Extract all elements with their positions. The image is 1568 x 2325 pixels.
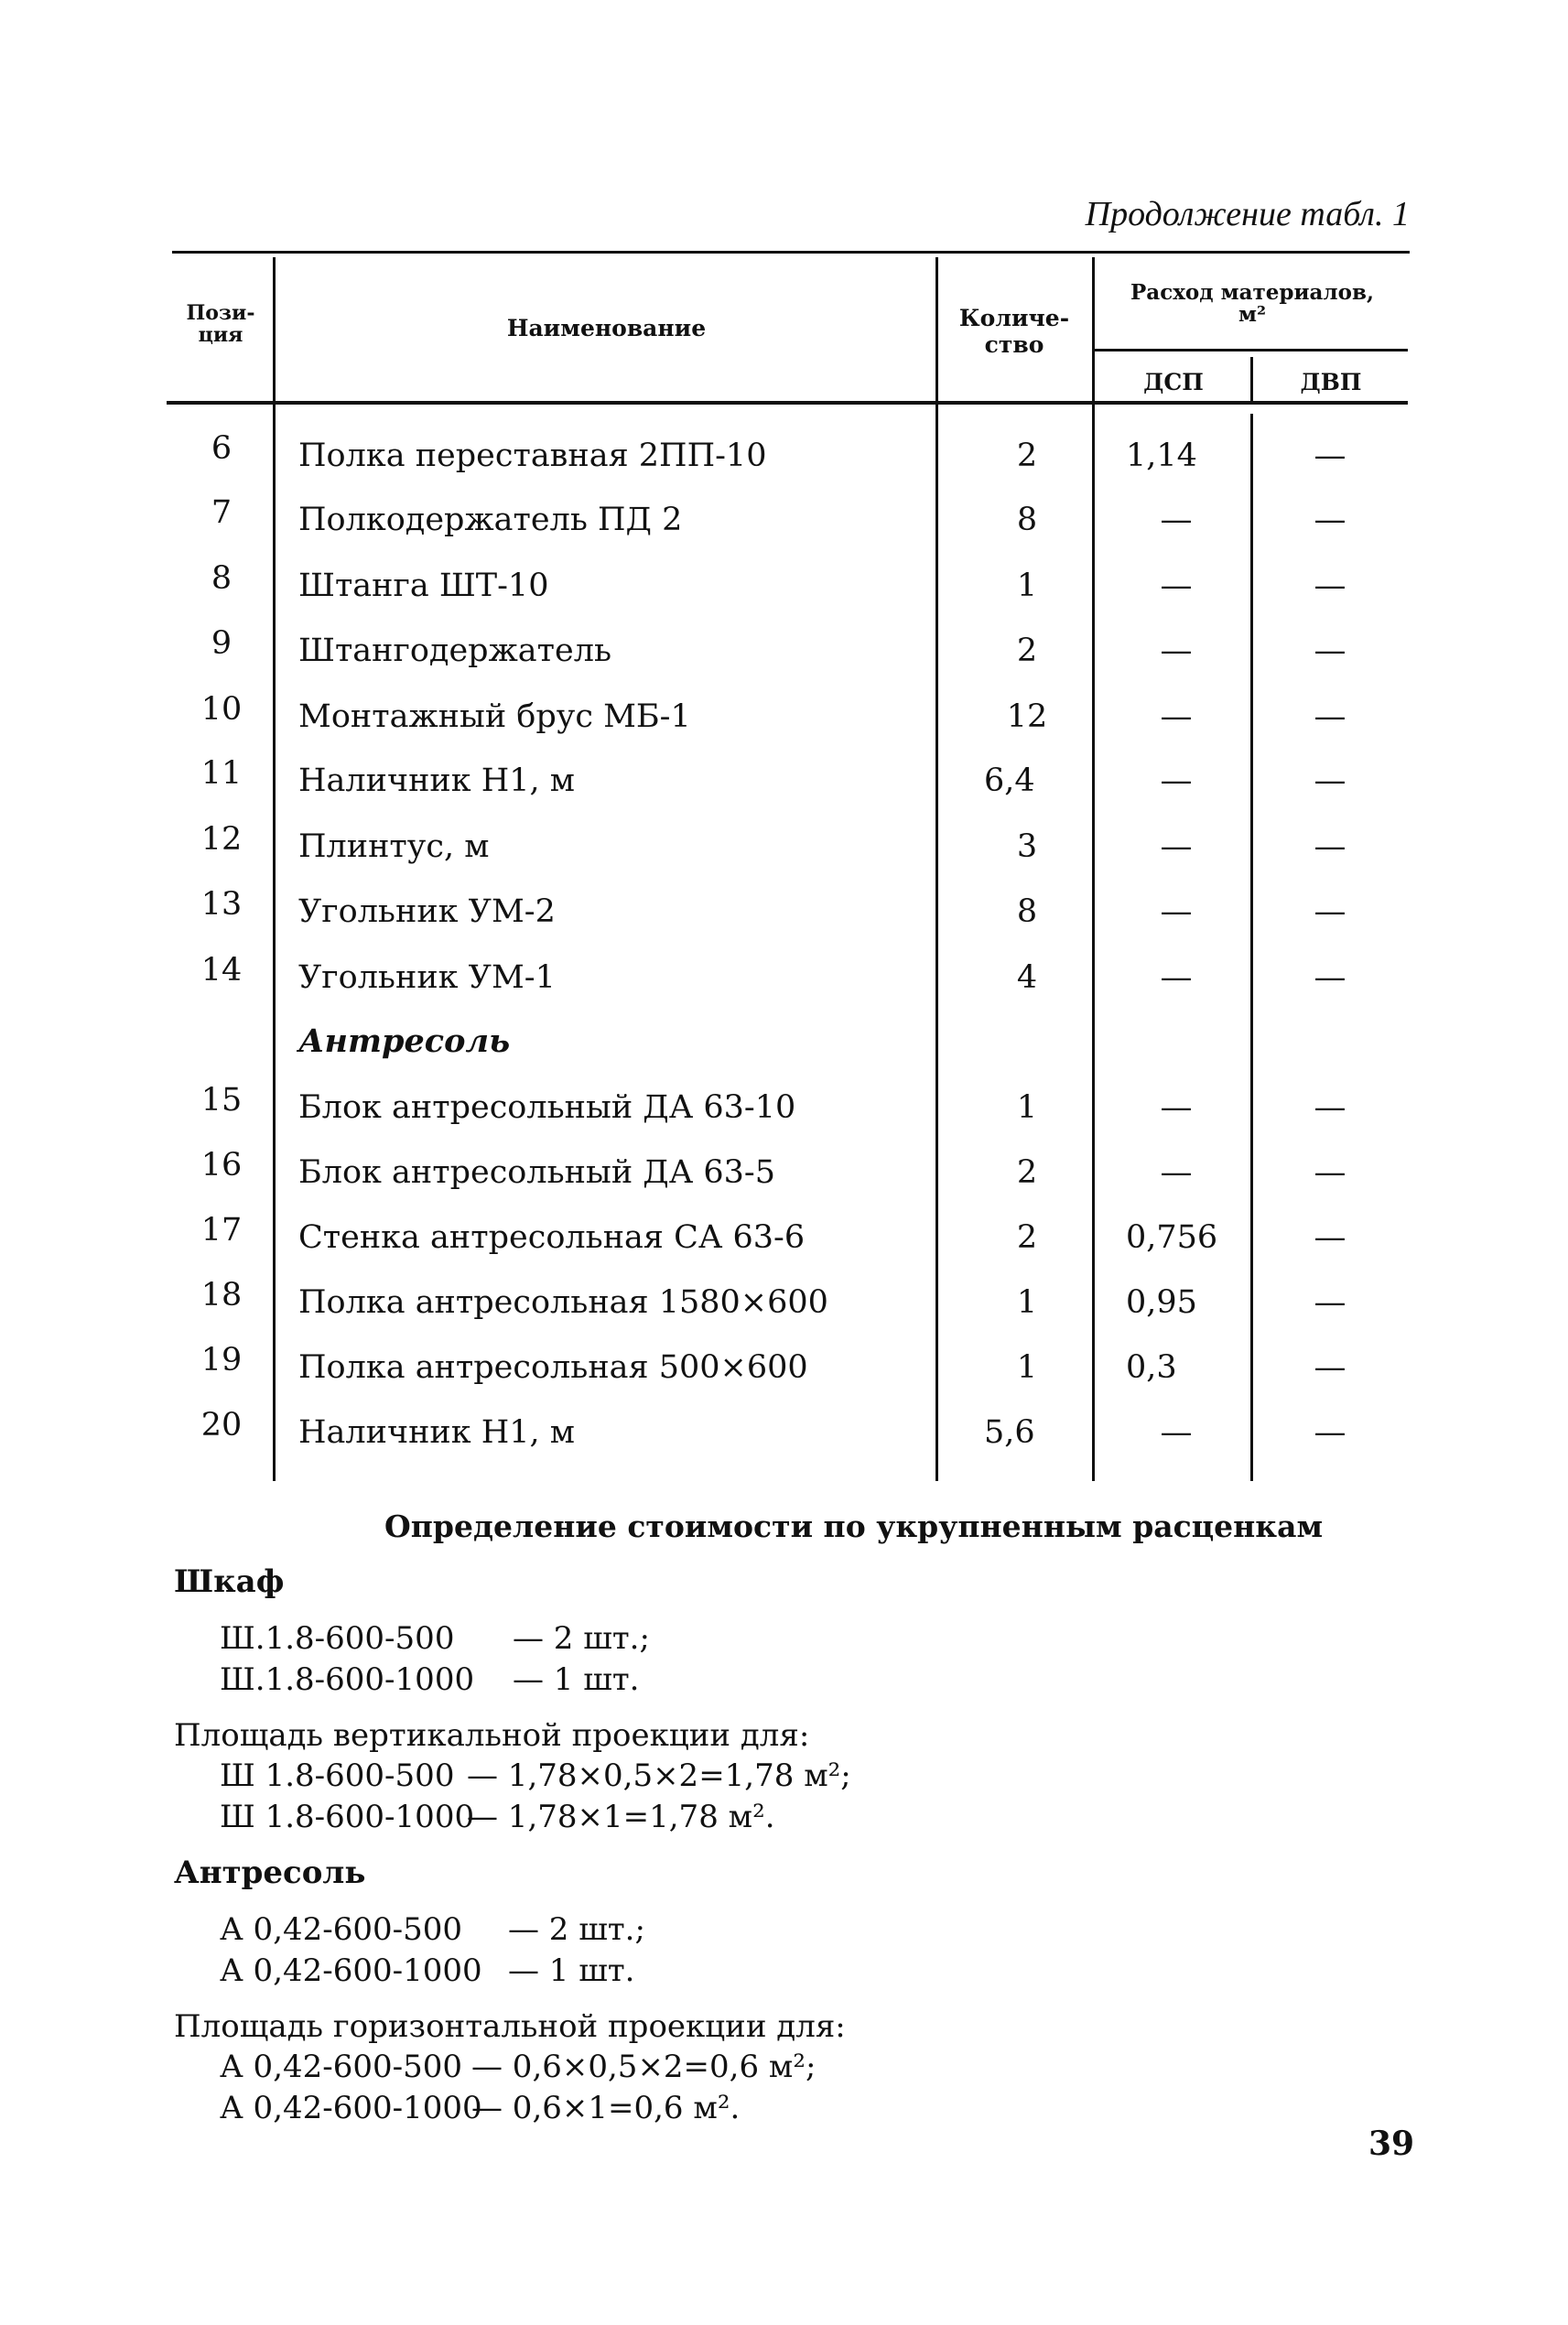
header-bottom-rule — [167, 401, 1408, 405]
vertical-projection-calc: — 1,78×1=1,78 м². — [467, 1799, 775, 1835]
table-row-qty: 1 — [1016, 1089, 1038, 1126]
table-row-qty: 1 — [1016, 1284, 1038, 1321]
table-row-qty: 1 — [1016, 1349, 1038, 1386]
mezzanine-count: — 2 шт.; — [508, 1911, 645, 1948]
table-row-dsp: — — [1160, 698, 1193, 735]
table-row-dvp: — — [1314, 828, 1346, 865]
table-row-dvp: — — [1314, 502, 1346, 538]
horizontal-projection-code: А 0,42-600-500 — [220, 2049, 463, 2085]
table-row-pos: 19 — [200, 1342, 243, 1379]
wardrobe-code: Ш.1.8-600-1000 — [220, 1661, 475, 1698]
table-row-dsp: 0,95 — [1126, 1284, 1197, 1321]
table-row-qty: 6,4 — [984, 762, 1035, 799]
table-row-pos: 8 — [211, 560, 232, 597]
table-row-pos: 20 — [200, 1407, 243, 1444]
table-row-name: Угольник УМ-1 — [298, 959, 556, 996]
table-row-dsp: — — [1160, 502, 1193, 538]
wardrobe-count: — 2 шт.; — [513, 1620, 650, 1657]
table-row-name: Полка антресольная 500×600 — [298, 1349, 808, 1386]
header-name: Наименование — [506, 315, 707, 341]
table-row-qty: 8 — [1016, 893, 1038, 930]
table-row-dvp: — — [1314, 1219, 1346, 1256]
table-row-dvp: — — [1314, 698, 1346, 735]
table-row-dsp: — — [1160, 1089, 1193, 1126]
header-dsp: ДСП — [1143, 369, 1204, 395]
table-row-dsp: — — [1160, 1414, 1193, 1451]
table-row-dvp: — — [1314, 633, 1346, 669]
table-row-qty: 12 — [1006, 698, 1048, 735]
table-row-pos: 9 — [211, 625, 232, 662]
table-row-pos: 6 — [211, 430, 232, 467]
vertical-projection-heading: Площадь вертикальной проекции для: — [174, 1717, 810, 1754]
table-row-pos: 12 — [200, 821, 243, 858]
page-number: 39 — [1368, 2125, 1415, 2163]
mezzanine-count: — 1 шт. — [508, 1952, 635, 1989]
cost-title: Определение стоимости по укрупненным расценкам — [384, 1509, 1324, 1544]
table-row-name: Блок антресольный ДА 63-10 — [298, 1089, 796, 1126]
table-row-name: Стенка антресольная СА 63-6 — [298, 1219, 806, 1256]
header-position: Пози- ция — [186, 301, 255, 347]
table-row-qty: 1 — [1016, 568, 1038, 604]
table-row-dvp: — — [1314, 762, 1346, 799]
table-row-name: Монтажный брус МБ-1 — [298, 698, 691, 735]
table-row-name: Наличник Н1, м — [298, 762, 576, 799]
table-row-dvp: — — [1314, 959, 1346, 996]
wardrobe-count: — 1 шт. — [513, 1661, 640, 1698]
table-row-dvp: — — [1314, 438, 1346, 474]
table-row-dvp: — — [1314, 1414, 1346, 1451]
table-row-name: Полка переставная 2ПП-10 — [298, 438, 767, 474]
continuation-label: Продолжение табл. 1 — [1085, 195, 1410, 233]
table-row-qty: 2 — [1016, 1154, 1038, 1191]
vertical-projection-calc: — 1,78×0,5×2=1,78 м²; — [467, 1757, 851, 1794]
table-top-rule — [172, 251, 1410, 254]
column-divider-pos — [273, 257, 276, 1481]
wardrobe-heading: Шкаф — [174, 1563, 285, 1600]
table-row-dsp: — — [1160, 959, 1193, 996]
header-quantity: Количе- ство — [958, 305, 1070, 358]
wardrobe-code: Ш.1.8-600-500 — [220, 1620, 455, 1657]
horizontal-projection-code: А 0,42-600-1000 — [220, 2090, 482, 2126]
table-row-pos: 14 — [200, 952, 243, 989]
table-row-dsp: — — [1160, 893, 1193, 930]
table-row-qty: 5,6 — [984, 1414, 1035, 1451]
mezzanine-code: А 0,42-600-500 — [220, 1911, 463, 1948]
table-row-name: Полкодержатель ПД 2 — [298, 502, 683, 538]
table-row-dvp: — — [1314, 1284, 1346, 1321]
table-row-dvp: — — [1314, 1349, 1346, 1386]
table-row-pos: 16 — [200, 1147, 243, 1184]
vertical-projection-code: Ш 1.8-600-500 — [220, 1757, 455, 1794]
table-row-dvp: — — [1314, 1154, 1346, 1191]
table-row-name: Наличник Н1, м — [298, 1414, 576, 1451]
table-section-heading: Антресоль — [298, 1022, 511, 1060]
table-row-pos: 17 — [200, 1212, 243, 1249]
table-row-dsp: — — [1160, 762, 1193, 799]
mezzanine-code: А 0,42-600-1000 — [220, 1952, 482, 1989]
table-row-dsp: — — [1160, 1154, 1193, 1191]
table-row-name: Угольник УМ-2 — [298, 893, 556, 930]
table-row-dsp: — — [1160, 828, 1193, 865]
table-row-dvp: — — [1314, 893, 1346, 930]
table-row-qty: 3 — [1016, 828, 1038, 865]
table-row-pos: 18 — [200, 1277, 243, 1314]
table-row-name: Плинтус, м — [298, 828, 490, 865]
table-row-pos: 15 — [200, 1082, 243, 1119]
table-row-name: Полка антресольная 1580×600 — [298, 1284, 828, 1321]
table-row-pos: 10 — [200, 691, 243, 728]
column-divider-name — [935, 257, 938, 1481]
table-row-pos: 11 — [200, 755, 243, 792]
vertical-projection-code: Ш 1.8-600-1000 — [220, 1799, 475, 1835]
mezzanine-heading: Антресоль — [174, 1855, 366, 1891]
table-row-name: Штангодержатель — [298, 633, 612, 669]
column-divider-dsp — [1250, 357, 1253, 401]
table-row-dsp: 0,756 — [1126, 1219, 1218, 1256]
table-row-dsp: — — [1160, 568, 1193, 604]
horizontal-projection-calc: — 0,6×1=0,6 м². — [471, 2090, 741, 2126]
horizontal-projection-calc: — 0,6×0,5×2=0,6 м²; — [471, 2049, 816, 2085]
table-row-pos: 13 — [200, 886, 243, 923]
table-row-qty: 4 — [1016, 959, 1038, 996]
header-consumption: Расход материалов, м² — [1130, 280, 1374, 327]
table-row-qty: 8 — [1016, 502, 1038, 538]
table-row-name: Штанга ШТ-10 — [298, 568, 549, 604]
horizontal-projection-heading: Площадь горизонтальной проекции для: — [174, 2008, 846, 2045]
consumption-split-rule — [1095, 349, 1408, 351]
table-row-dsp: 1,14 — [1126, 438, 1197, 474]
table-row-name: Блок антресольный ДА 63-5 — [298, 1154, 776, 1191]
table-row-dsp: 0,3 — [1126, 1349, 1177, 1386]
table-row-dsp: — — [1160, 633, 1193, 669]
table-row-qty: 2 — [1016, 633, 1038, 669]
table-row-dvp: — — [1314, 568, 1346, 604]
table-row-qty: 2 — [1016, 1219, 1038, 1256]
table-row-pos: 7 — [211, 494, 232, 531]
table-row-qty: 2 — [1016, 438, 1038, 474]
header-dvp: ДВП — [1300, 369, 1362, 395]
table-row-dvp: — — [1314, 1089, 1346, 1126]
